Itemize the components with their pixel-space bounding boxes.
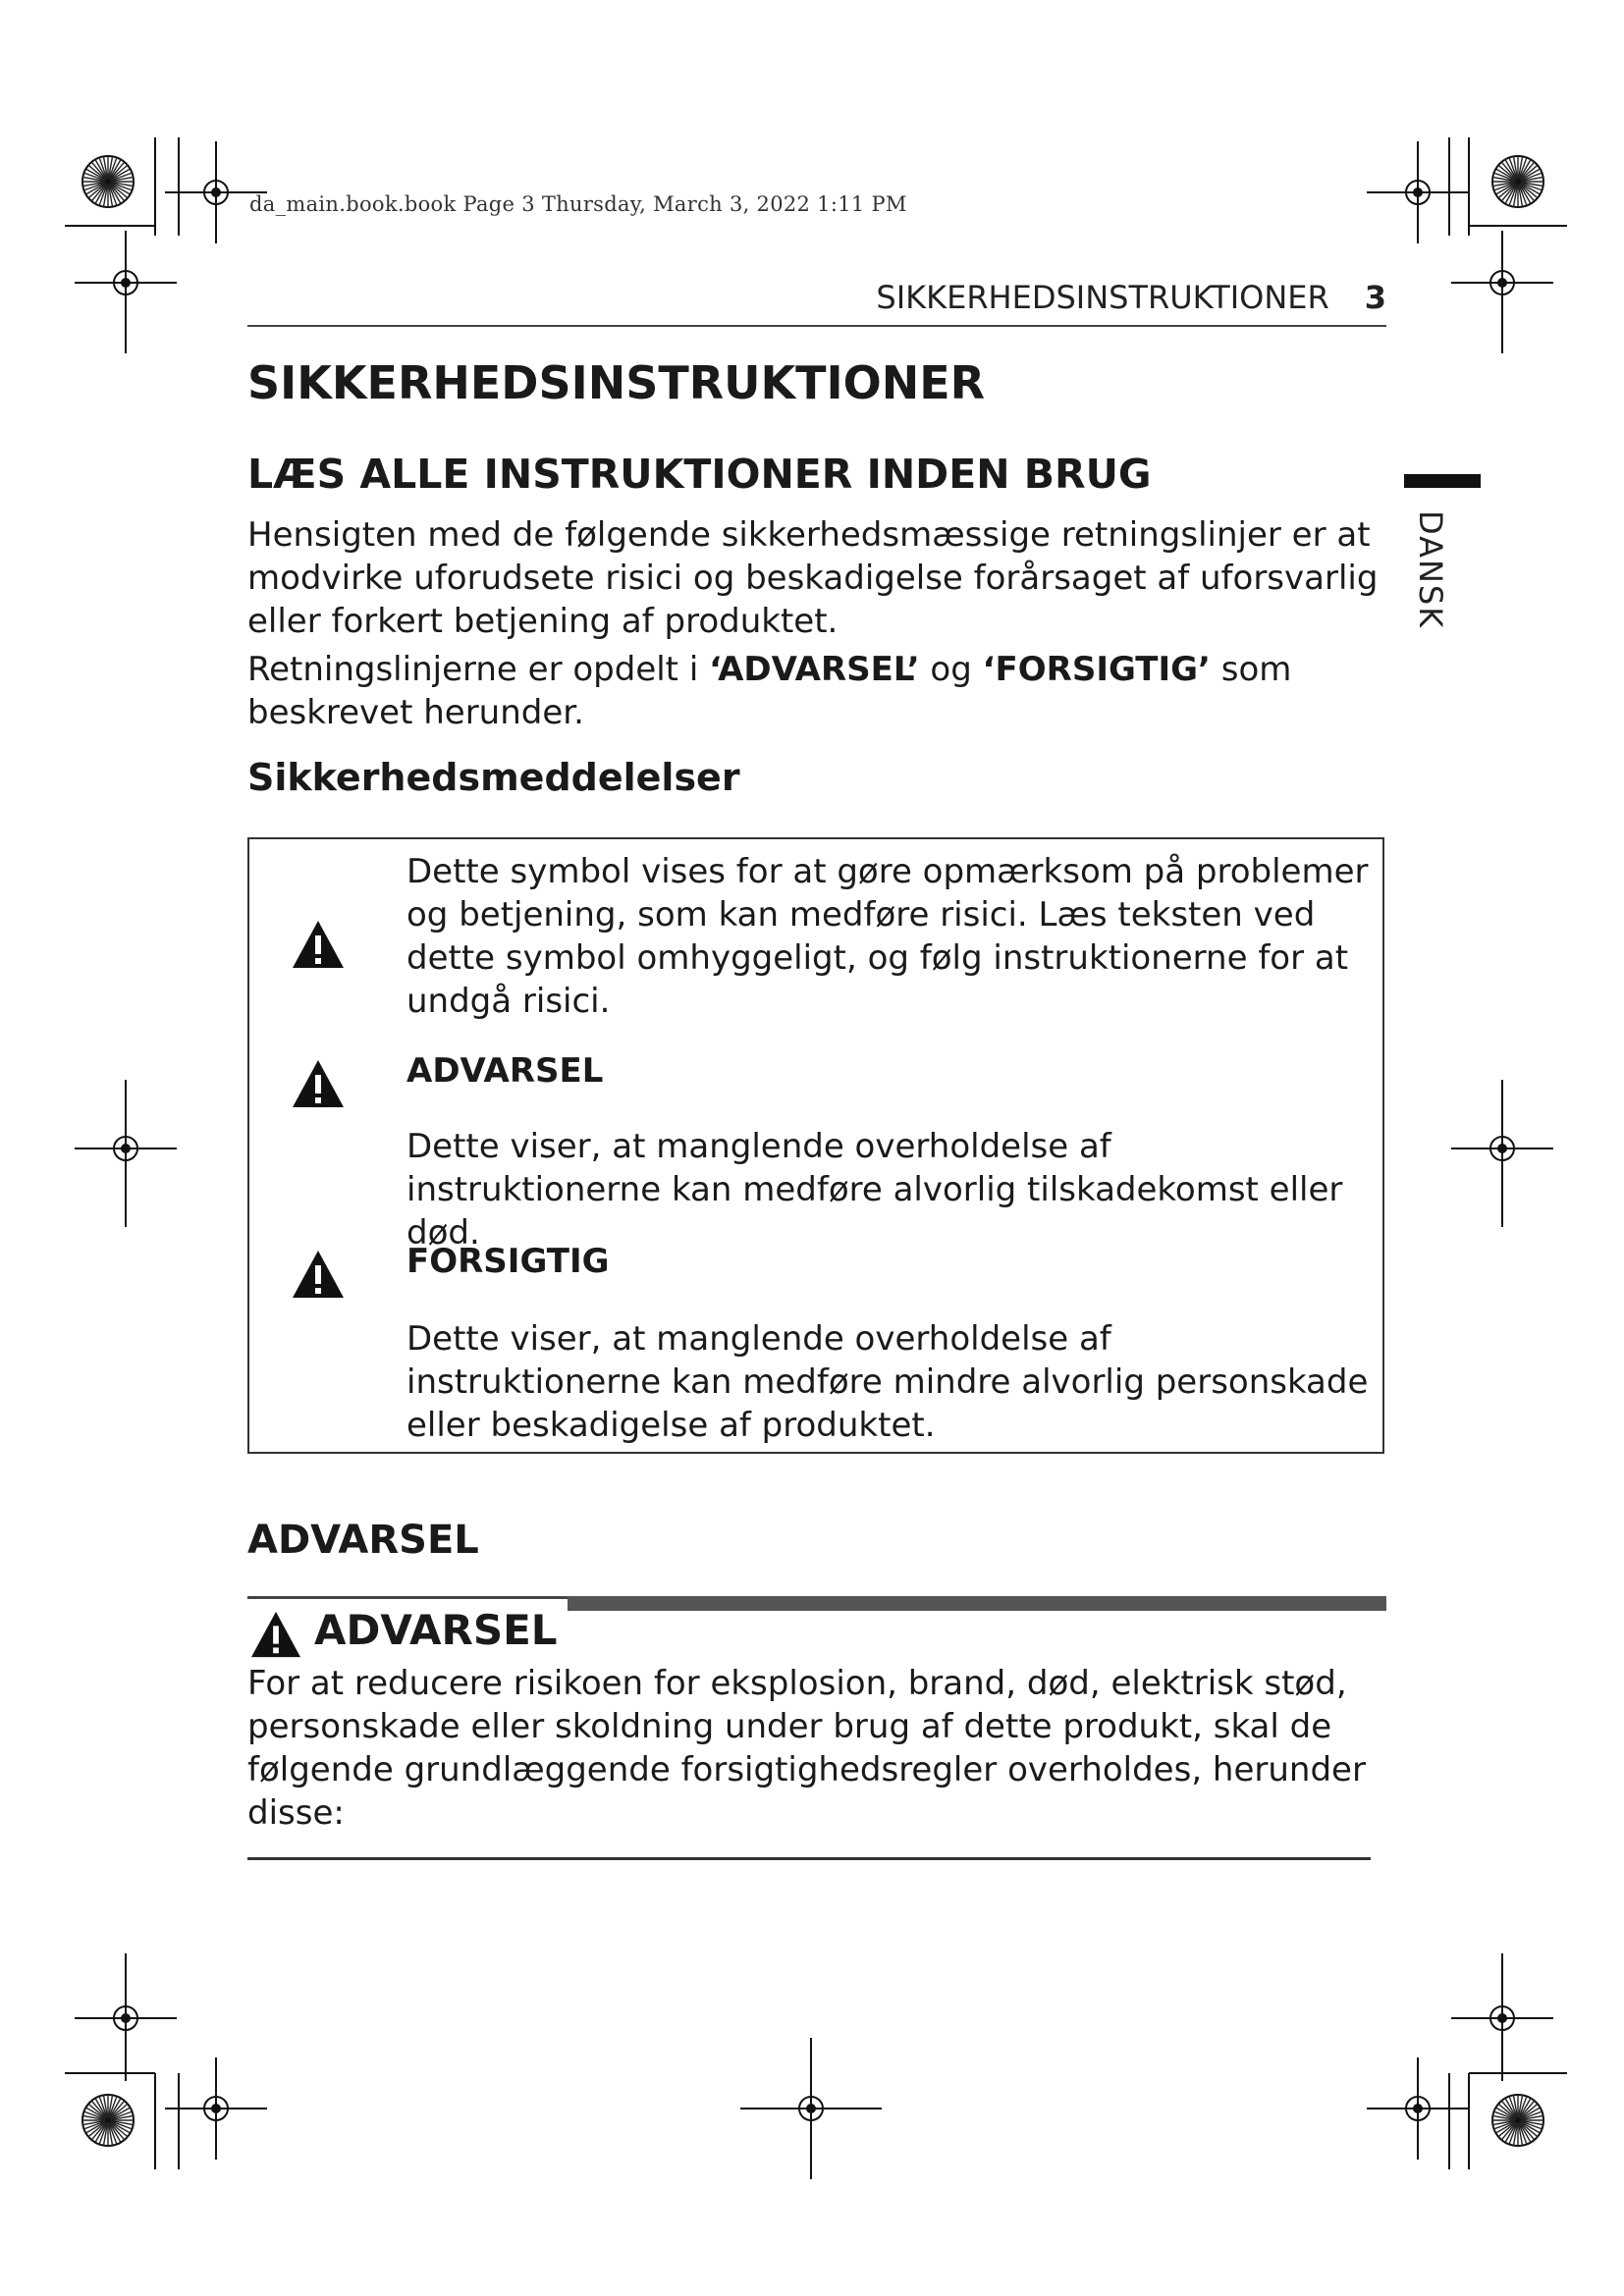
warning-banner-label: ADVARSEL: [314, 1606, 558, 1654]
advarsel-explanation-text: Dette viser, at manglende overholdelse af instruktionerne kan medføre alvorlig tilskadekomst eller død.: [406, 1127, 1343, 1253]
starburst-center: [1515, 179, 1521, 185]
read-all-heading: LÆS ALLE INSTRUKTIONER INDEN BRUG: [247, 451, 1152, 498]
print-job-stamp: da_main.book.book Page 3 Thursday, March 3, 2022 1:11 PM: [249, 192, 907, 216]
warning-triangle-icon: [291, 919, 346, 970]
guidelines-text-and: og: [919, 650, 983, 689]
advarsel-label: ADVARSEL: [406, 1051, 604, 1091]
warning-section-end-rule: [247, 1857, 1371, 1860]
warning-paragraph: For at reducere risikoen for eksplosion, brand, død, elektrisk stød, personskade eller skoldning under brug af dette produkt, skal de følgende grundlæggende forsigtighedsregler overholdes, herunder disse:: [247, 1664, 1366, 1833]
guidelines-text-end: som beskrevet herunder.: [247, 650, 1292, 732]
guidelines-text-start: Retningslinjerne er opdelt i: [247, 650, 710, 689]
starburst-center: [105, 2117, 111, 2123]
warning-banner-bar: [568, 1596, 1386, 1611]
forsigtig-explanation-text: Dette viser, at manglende overholdelse af instruktionerne kan medføre mindre alvorlig personskade eller beskadigelse af produktet.: [406, 1319, 1369, 1445]
safety-messages-heading: Sikkerhedsmeddelelser: [247, 756, 740, 799]
running-header: [247, 278, 1386, 317]
warning-triangle-icon: [249, 1610, 302, 1659]
warning-section-heading: ADVARSEL: [247, 1518, 479, 1563]
term-forsigtig: ‘FORSIGTIG’: [982, 650, 1211, 689]
registration-target-dot: [211, 2104, 221, 2113]
page-number: 3: [1364, 279, 1386, 316]
language-tab-marker: [1404, 474, 1481, 488]
running-header-title: SIKKERHEDSINSTRUKTIONER: [876, 279, 1329, 316]
forsigtig-label: FORSIGTIG: [406, 1242, 610, 1281]
starburst-center: [1515, 2117, 1521, 2123]
registration-target-dot: [1413, 2104, 1423, 2113]
guidelines-paragraph: [247, 648, 1391, 734]
registration-target-dot: [806, 2104, 816, 2113]
warning-triangle-icon: [291, 1249, 346, 1300]
header-divider: [247, 325, 1386, 327]
warning-banner-rule: [247, 1596, 568, 1599]
registration-target-dot: [211, 187, 221, 197]
registration-target-dot: [1413, 187, 1423, 197]
page-title: SIKKERHEDSINSTRUKTIONER: [247, 356, 986, 409]
warning-triangle-icon: [291, 1058, 346, 1109]
symbol-explanation-text: Dette symbol vises for at gøre opmærksom på problemer og betjening, som kan medføre risici. Læs teksten ved dette symbol omhyggeligt, og følg instruktionerne for at undgå risici.: [406, 852, 1369, 1021]
intro-paragraph: Hensigten med de følgende sikkerhedsmæssige retningslinjer er at modvirke uforudsete risici og beskadigelse forårsaget af uforsvarlig eller forkert betjening af produktet.: [247, 515, 1379, 641]
term-advarsel: ‘ADVARSEL’: [709, 650, 920, 689]
starburst-center: [105, 179, 111, 185]
language-tab-label: DANSK: [1412, 510, 1449, 630]
